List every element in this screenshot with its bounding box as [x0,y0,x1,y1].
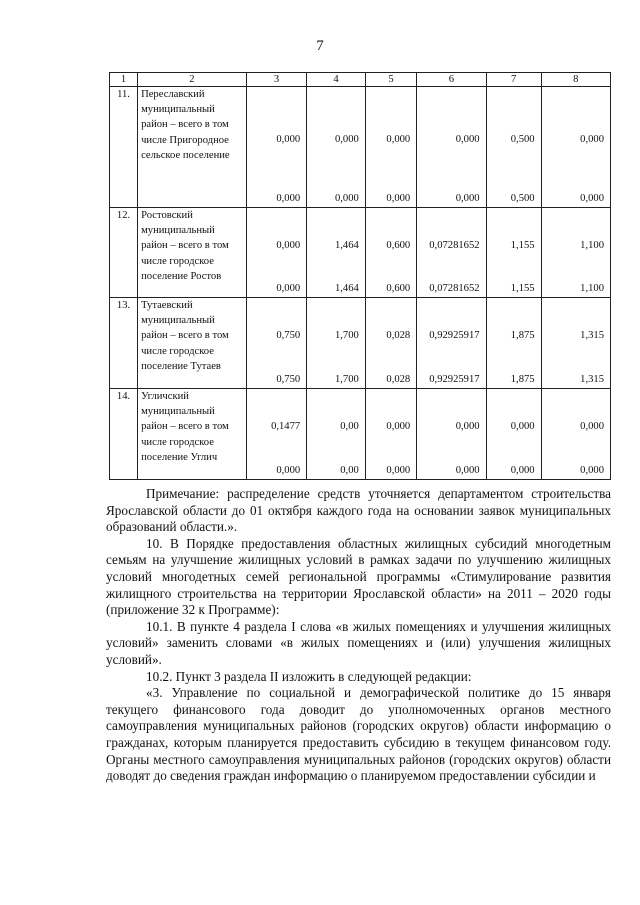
value-sub: 0,028 [386,373,411,385]
value-total: 0,000 [276,240,301,251]
header-cell: 5 [365,73,416,87]
value-sub: 0,92925917 [429,373,480,385]
value-sub: 0,000 [386,192,411,204]
value-sub: 1,315 [580,373,604,385]
value-cell [246,208,306,298]
value-total: 0,000 [386,134,411,145]
value-total: 0,750 [276,330,301,341]
header-cell: 2 [138,73,247,87]
value-cell [486,389,541,480]
row-number: 13. [110,298,138,389]
value-total: 0,600 [386,240,411,251]
table-header-row [110,73,611,87]
value-total: 0,07281652 [429,240,480,251]
paragraph-10: 10. В Порядке предоставления областных жилищных субсидий многодетным семьям на улучшение жилищных условий в рамках задачи по улучшению жилищных условий многодетных семей региональной программы «Стимулирование развития жилищного строительства на территории Ярославской области» на 2011 – 2020 годы (приложение 32 к Программе): [106,535,611,618]
value-sub: 0,000 [455,464,480,476]
value-total: 0,028 [386,330,411,341]
value-total: 1,700 [334,330,359,341]
paragraph-10-1: 10.1. В пункте 4 раздела I слова «в жилых помещениях и улучшения жилищных условий» заменить словами «в жилых помещениях и (или) улучшения жилищных условий». [106,618,611,667]
note-paragraph: Примечание: распределение средств уточняется департаментом строительства Ярославской области до 01 октября каждого года на основании заявок муниципальных образований области.». [106,486,611,535]
value-sub: 1,700 [334,373,359,385]
value-total: 0,500 [510,134,535,145]
value-total: 0,000 [455,134,480,145]
value-total: 0,00 [340,421,359,432]
value-sub: 1,100 [580,282,604,294]
value-sub: 0,000 [276,192,301,204]
value-total: 0,000 [580,134,604,145]
header-cell: 3 [246,73,306,87]
header-cell: 4 [307,73,366,87]
value-cell [486,298,541,389]
value-cell [417,208,486,298]
value-cell [307,389,366,480]
value-sub: 0,500 [510,192,535,204]
value-sub: 1,464 [334,282,359,294]
value-cell [307,298,366,389]
value-total: 1,464 [334,240,359,251]
value-cell [365,389,416,480]
header-cell: 7 [486,73,541,87]
paragraph-3: «3. Управление по социальной и демографической политике до 15 января текущего финансового года доводит до уполномоченных органов местного самоуправления муниципальных районов (городских округов) области информацию о гражданах, которым планируется предоставить субсидию в текущем финансовом году. Органы местного самоуправления муниципальных районов (городских округов) области доводят до сведения граждан информацию о планируемом предоставлении субсидии и [106,685,611,784]
value-sub: 0,000 [276,282,301,294]
value-total: 0,000 [510,421,535,432]
municipality-name: Ростовский муниципальный район – всего в том числе городское поселение Ростов [138,208,247,298]
value-cell [365,208,416,298]
value-cell [486,208,541,298]
value-cell [307,87,366,208]
municipality-name: Тутаевский муниципальный район – всего в том числе городское поселение Тутаев [138,298,247,389]
value-cell [246,298,306,389]
value-total: 1,155 [510,240,535,251]
header-cell: 1 [110,73,138,87]
subsidy-table [109,72,611,480]
value-cell [417,298,486,389]
value-cell [541,298,610,389]
value-sub: 1,155 [510,282,535,294]
table-row [110,298,611,389]
table-row [110,389,611,480]
value-sub: 0,600 [386,282,411,294]
value-cell [365,87,416,208]
value-sub: 0,000 [334,192,359,204]
value-sub: 0,000 [386,464,411,476]
value-sub: 0,07281652 [429,282,480,294]
value-sub: 0,000 [276,464,301,476]
municipality-name: Угличский муниципальный район – всего в том числе городское поселение Углич [138,389,247,480]
header-cell: 6 [417,73,486,87]
value-total: 0,000 [276,134,301,145]
value-cell [541,87,610,208]
value-sub: 0,750 [276,373,301,385]
value-cell [417,389,486,480]
body-text [106,486,611,785]
value-total: 0,1477 [271,421,301,432]
value-cell [365,298,416,389]
value-sub: 0,000 [580,464,604,476]
page-number: 7 [316,38,324,54]
value-total: 0,000 [580,421,604,432]
header-cell: 8 [541,73,610,87]
value-sub: 0,000 [580,192,604,204]
value-total: 0,000 [334,134,359,145]
table-row [110,208,611,298]
value-total: 0,000 [455,421,480,432]
value-total: 0,92925917 [429,330,480,341]
value-sub: 0,000 [455,192,480,204]
value-cell [417,87,486,208]
value-total: 1,875 [510,330,535,341]
row-number: 12. [110,208,138,298]
value-total: 0,000 [386,421,411,432]
value-cell [541,208,610,298]
value-cell [541,389,610,480]
value-cell [307,208,366,298]
municipality-name: Переславский муниципальный район – всего в том числе Пригородное сельское поселение [138,87,247,208]
value-sub: 1,875 [510,373,535,385]
value-cell [246,87,306,208]
value-total: 1,315 [580,330,604,341]
value-cell [246,389,306,480]
value-sub: 0,000 [510,464,535,476]
row-number: 14. [110,389,138,480]
table-row [110,87,611,208]
paragraph-10-2: 10.2. Пункт 3 раздела II изложить в следующей редакции: [146,668,472,684]
value-cell [486,87,541,208]
value-total: 1,100 [580,240,604,251]
value-sub: 0,00 [340,464,359,476]
row-number: 11. [110,87,138,208]
